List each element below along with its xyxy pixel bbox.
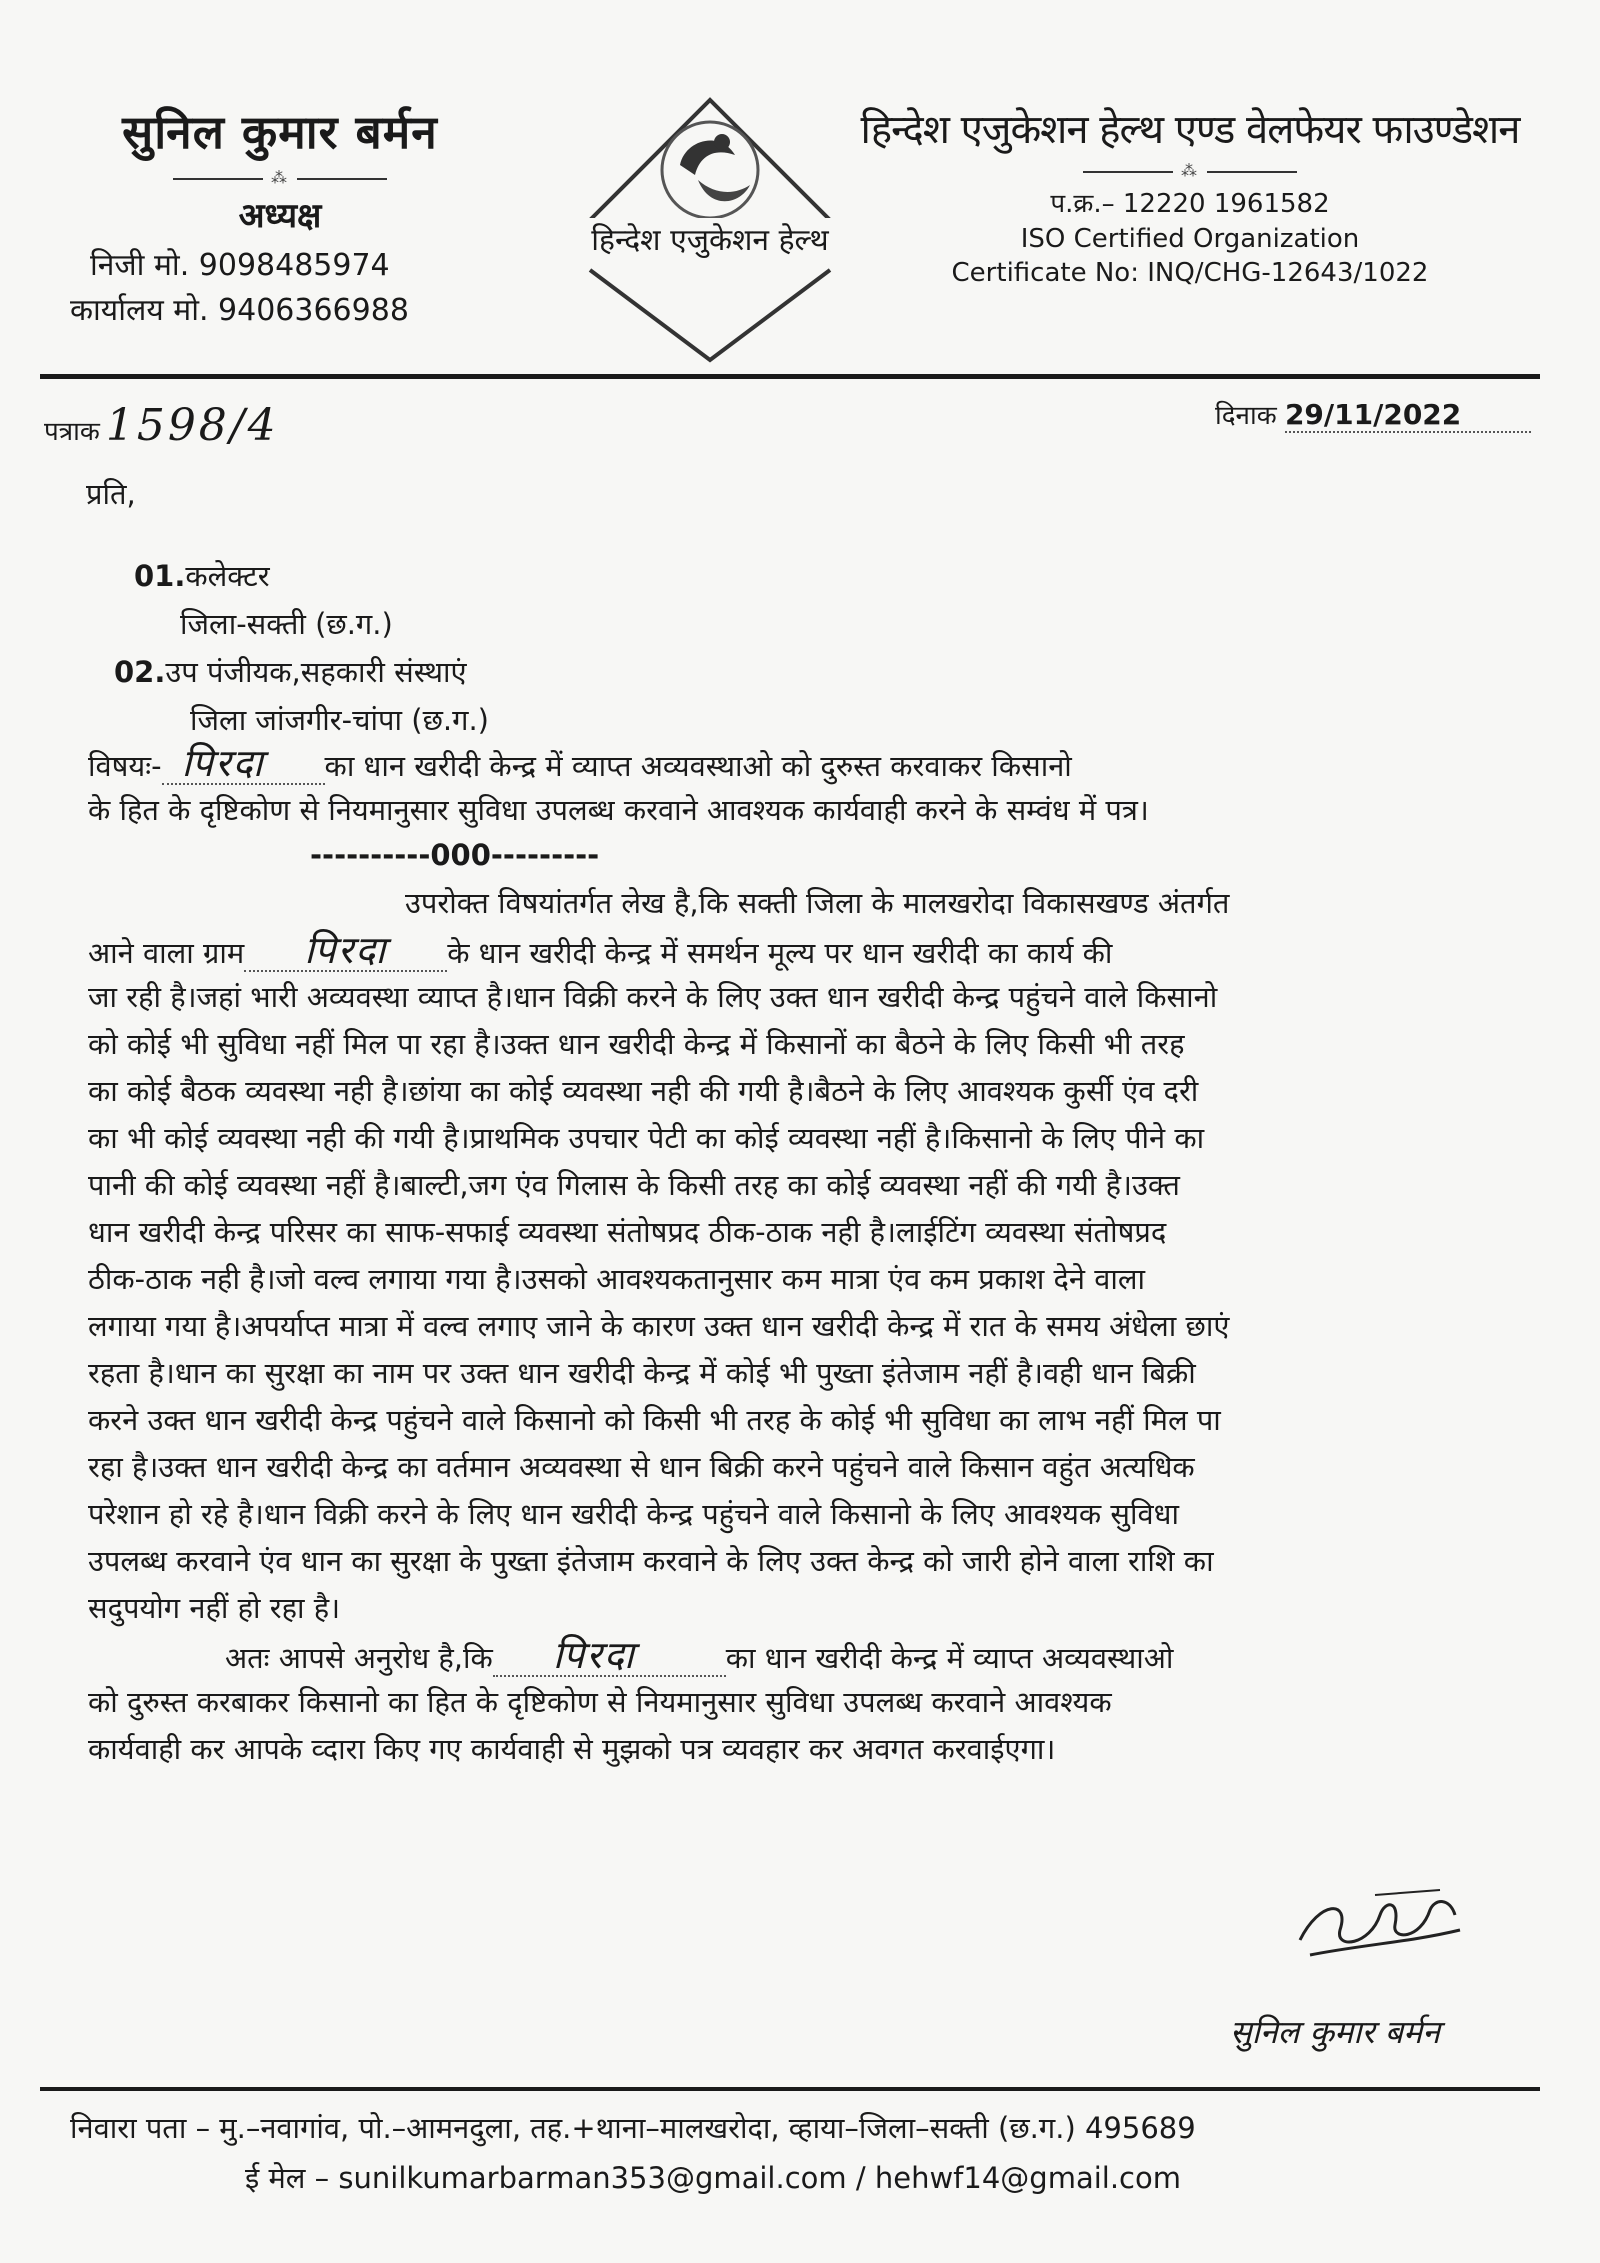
recipient-2-text: उप पंजीयक,सहकारी संस्थाएं xyxy=(165,655,467,689)
header-rule xyxy=(40,374,1540,379)
body-line-3: जा रही है।जहां भारी अव्यवस्था व्याप्त है।धान विक्री करने के लिए उक्त धान खरीदी केन्द्र पहुंचने वाले किसानो xyxy=(88,980,1218,1014)
request-line-1-post: का धान खरीदी केन्द्र में व्याप्त अव्यवस्थाओ xyxy=(725,1641,1174,1675)
date-label: दिनाक xyxy=(1215,401,1277,431)
body-line-16: सदुपयोग नहीं हो रहा है। xyxy=(88,1591,341,1625)
request-village: पिरदा xyxy=(552,1633,636,1677)
ornament-divider: ⁂ xyxy=(860,161,1520,180)
body-line-2-pre: आने वाला ग्राम xyxy=(88,936,245,970)
recipient-2-number: 02. xyxy=(114,655,166,689)
footer-email: ई मेल – sunilkumarbarman353@gmail.com / hehwf14@gmail.com xyxy=(245,2161,1181,2195)
body-line-7: पानी की कोई व्यवस्था नहीं है।बाल्टी,जग एंव गिलास के किसी तरह का कोई व्यवस्था नहीं की गयी है।उक्त xyxy=(88,1168,1180,1202)
personal-phone: निजी मो. 9098485974 xyxy=(90,248,390,283)
body-village: पिरदा xyxy=(304,928,388,972)
recipient-1-title xyxy=(134,556,270,595)
recipient-2-place: जिला जांजगीर-चांपा (छ.ग.) xyxy=(190,703,489,737)
to-label: प्रति, xyxy=(86,477,136,511)
organization-logo xyxy=(510,60,910,370)
body-line-5: का कोई बैठक व्यवस्था नही है।छांया का कोई व्यवस्था नही की गयी है।बैठने के लिए आवश्यक कुर्सी एंव दरी xyxy=(88,1074,1199,1108)
handwritten-signature xyxy=(1280,1870,1480,1980)
office-phone: कार्यालय मो. 9406366988 xyxy=(70,293,409,328)
body-line-13: रहा है।उक्त धान खरीदी केन्द्र का वर्तमान अव्यवस्था से धान बिक्री करने पहुंचने वाले किसान वहुंत अत्यधिक xyxy=(88,1450,1195,1484)
request-line-1 xyxy=(225,1632,1173,1682)
body-line-1: उपरोक्त विषयांतर्गत लेख है,कि सक्ती जिला के मालखरोदा विकासखण्ड अंतर्गत xyxy=(405,886,1230,920)
logo-caption: हिन्देश एजुकेशन हेल्थ xyxy=(520,218,900,259)
certificate-number: Certificate No: INQ/CHG-12643/1022 xyxy=(951,258,1429,288)
recipient-2-title xyxy=(114,652,467,691)
body-line-4: को कोई भी सुविधा नहीं मिल पा रहा है।उक्त धान खरीदी केन्द्र में किसानों का बैठने के लिए किसी भी तरह xyxy=(88,1027,1185,1061)
body-line-6: का भी कोई व्यवस्था नही की गयी है।प्राथमिक उपचार पेटी का कोई व्यवस्था नहीं है।किसानो के लिए पीने का xyxy=(88,1121,1205,1155)
body-line-2-post: के धान खरीदी केन्द्र में समर्थन मूल्य पर धान खरीदी का कार्य की xyxy=(447,936,1113,970)
letterhead-name: सुनिल कुमार बर्मन xyxy=(122,105,438,159)
subject-line-1 xyxy=(88,740,1072,790)
letterhead-designation: अध्यक्ष xyxy=(238,196,322,236)
body-line-11: रहता है।धान का सुरक्षा का नाम पर उक्त धान खरीदी केन्द्र में कोई भी पुख्ता इंतेजाम नहीं है।वही धान बिक्री xyxy=(88,1356,1196,1390)
body-line-8: धान खरीदी केन्द्र परिसर का साफ-सफाई व्यवस्था संतोषप्रद ठीक-ठाक नही है।लाईटिंग व्यवस्था संतोषप्रद xyxy=(88,1215,1167,1249)
body-line-9: ठीक-ठाक नही है।जो वल्व लगाया गया है।उसको आवश्यकतानुसार कम मात्रा एंव कम प्रकाश देने वाला xyxy=(88,1262,1146,1296)
body-line-2 xyxy=(88,927,1112,977)
subject-label: विषयः- xyxy=(88,749,162,783)
request-line-1-pre: अतः आपसे अनुरोध है,कि xyxy=(225,1641,493,1675)
recipient-1-text: कलेक्टर xyxy=(185,559,270,593)
reference-label: पत्राक xyxy=(44,417,100,447)
organization-name: हिन्देश एजुकेशन हेल्थ एण्ड वेलफेयर फाउण्डेशन xyxy=(860,107,1520,153)
ornament-divider: ⁂ xyxy=(70,168,490,187)
signatory-name: सुनिल कुमार बर्मन xyxy=(1230,2013,1440,2051)
letter-date xyxy=(1215,396,1531,432)
recipient-1-place: जिला-सक्ती (छ.ग.) xyxy=(180,607,393,641)
recipient-1-number: 01. xyxy=(134,559,186,593)
iso-certification: ISO Certified Organization xyxy=(1020,224,1360,254)
section-divider: ----------000--------- xyxy=(310,838,600,872)
reference-number xyxy=(44,400,279,451)
request-line-2: को दुरुस्त करबाकर किसानो का हित के दृष्टिकोण से नियमानुसार सुविधा उपलब्ध करवाने आवश्यक xyxy=(88,1685,1112,1719)
subject-line-2: के हित के दृष्टिकोण से नियमानुसार सुविधा उपलब्ध करवाने आवश्यक कार्यवाही करने के सम्वंध में पत्र। xyxy=(88,793,1149,827)
registration-number: प.क्र.– 12220 1961582 xyxy=(1050,189,1330,219)
date-value: 29/11/2022 xyxy=(1285,398,1531,433)
body-line-14: परेशान हो रहे है।धान विक्री करने के लिए धान खरीदी केन्द्र पहुंचने वाले किसानो के लिए आवश्यक सुविधा xyxy=(88,1497,1180,1531)
letterhead-right xyxy=(860,100,1520,288)
subject-text: का धान खरीदी केन्द्र में व्याप्त अव्यवस्थाओ को दुरुस्त करवाकर किसानो xyxy=(324,749,1072,783)
reference-value: 1598/4 xyxy=(105,400,279,451)
body-line-12: करने उक्त धान खरीदी केन्द्र पहुंचने वाले किसानो को किसी भी तरह के कोई भी सुविधा का लाभ नहीं मिल पा xyxy=(88,1403,1221,1437)
request-line-3: कार्यवाही कर आपके व्दारा किए गए कार्यवाही से मुझको पत्र व्यवहार कर अवगत करवाईएगा। xyxy=(88,1732,1056,1766)
body-line-15: उपलब्ध करवाने एंव धान का सुरक्षा के पुख्ता इंतेजाम करवाने के लिए उक्त केन्द्र को जारी होने वाला राशि का xyxy=(88,1544,1214,1578)
footer-rule xyxy=(40,2087,1540,2091)
body-line-10: लगाया गया है।अपर्याप्त मात्रा में वल्व लगाए जाने के कारण उक्त धान खरीदी केन्द्र में रात के समय अंधेला छाएं xyxy=(88,1309,1230,1343)
letterhead-left xyxy=(70,100,490,329)
footer-address: निवारा पता – मु.–नवागांव, पो.–आमनदुला, तह.+थाना–मालखरोदा, व्हाया–जिला–सक्ती (छ.ग.) 495689 xyxy=(70,2111,1196,2145)
subject-village: पिरदा xyxy=(181,741,265,785)
